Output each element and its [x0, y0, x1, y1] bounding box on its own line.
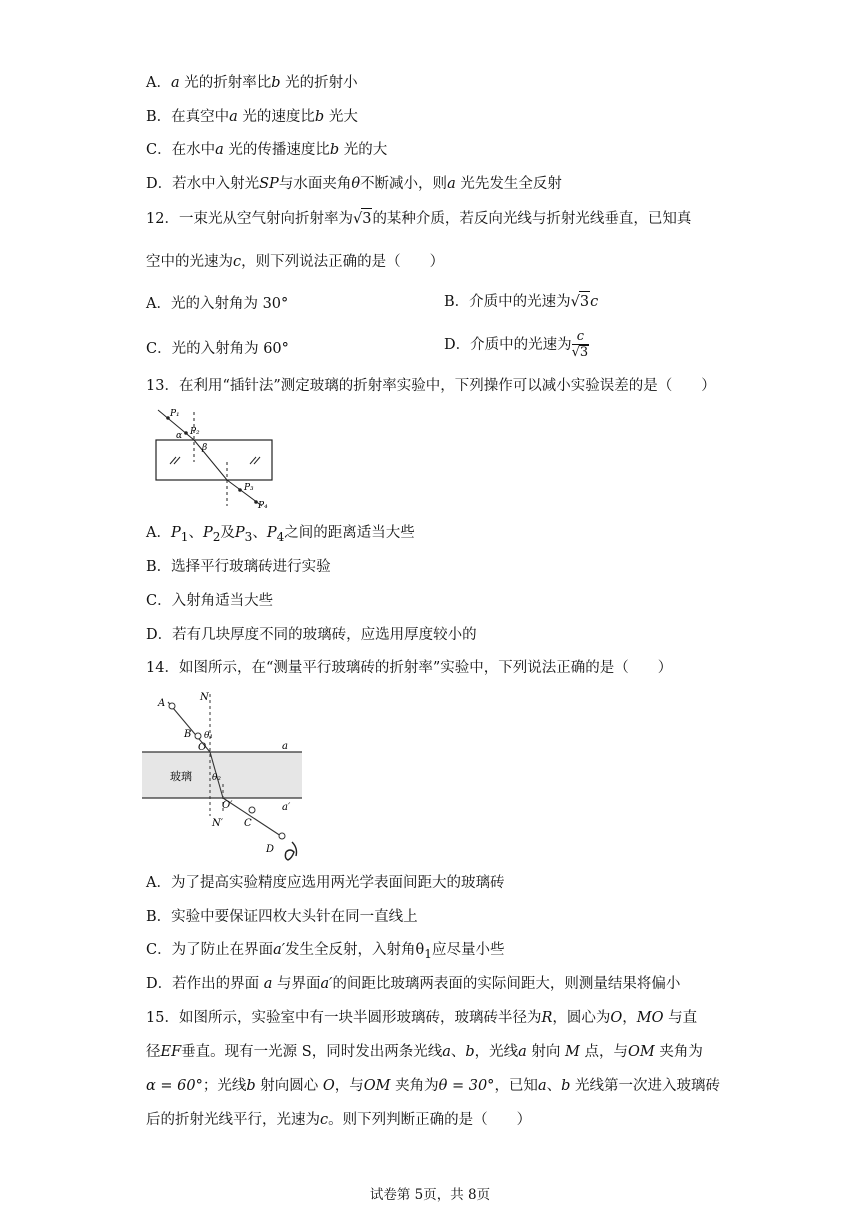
label-p3: P₃ — [244, 483, 254, 493]
q15-stem-line4: 后的折射光线平行，光速为c。则下列判断正确的是（ ） — [146, 1112, 532, 1128]
label-a-surface: a — [282, 741, 288, 752]
refracted-ray — [194, 440, 227, 480]
q12-option-c: C．光的入射角为 60° — [146, 341, 289, 357]
q11-option-d: D．若水中入射光SP与水面夹角θ不断减小，则a 光先发生全反射 — [146, 176, 562, 192]
q12-option-d: D．介质中的光速为 $\frac{c}{√3}$ — [444, 329, 589, 360]
label-theta1: θ₁ — [204, 731, 214, 741]
label-n: N — [200, 692, 209, 703]
q12-stem-line1: 12．一束光从空气射向折射率为√3的某种介质，若反向光线与折射光线垂直，已知真 — [146, 208, 691, 229]
q11-option-b: B．在真空中a 光的速度比b 光大 — [146, 109, 358, 125]
label-d-pin: D — [266, 844, 275, 855]
q14-option-a: A．为了提高实验精度应选用两光学表面间距大的玻璃砖 — [146, 875, 505, 891]
label-a-pin: A — [158, 698, 166, 709]
pin-d — [279, 833, 285, 839]
q13-option-b: B．选择平行玻璃砖进行实验 — [146, 559, 331, 575]
q14-figure — [142, 686, 312, 866]
label-p2: P₂ — [190, 427, 200, 437]
q15-stem-line3: α = 60°；光线b 射向圆心 O，与OM 夹角为θ = 30°，已知a、b 光线第一次进入玻璃砖 — [146, 1078, 720, 1094]
q13-figure — [150, 406, 280, 512]
q13-option-a: A．$P_1$、$P_2$及$P_3$、$P_4$之间的距离适当大些 — [146, 525, 415, 544]
pin-p3 — [238, 488, 242, 492]
pin-c — [249, 807, 255, 813]
q11-option-c: C．在水中a 光的传播速度比b 光的大 — [146, 142, 388, 158]
q14-option-c: C．为了防止在界面a′发生全反射，入射角$\theta_1$应尽量小些 — [146, 942, 505, 961]
label-b-pin: B — [184, 729, 192, 740]
pin-b — [195, 733, 201, 739]
q13-option-d: D．若有几块厚度不同的玻璃砖，应选用厚度较小的 — [146, 627, 477, 643]
q12-option-a: A．光的入射角为 30° — [146, 296, 289, 312]
pin-p2 — [184, 431, 188, 435]
label-a-prime-surface: a′ — [282, 802, 291, 813]
label-o: O — [198, 742, 207, 753]
q13-stem: 13．在利用“插针法”测定玻璃的折射率实验中，下列操作可以减小实验误差的是（ ） — [146, 378, 716, 394]
q14-option-b: B．实验中要保证四枚大头针在同一直线上 — [146, 909, 418, 925]
q14-stem: 14．如图所示，在“测量平行玻璃砖的折射率”实验中，下列说法正确的是（ ） — [146, 660, 673, 676]
label-p1: P₁ — [170, 409, 180, 419]
q11-option-a: A．a 光的折射率比b 光的折射小 — [146, 75, 358, 91]
glass-slab — [142, 752, 302, 798]
q15-stem-line2: 径EF垂直。现有一光源 S，同时发出两条光线a、b，光线a 射向 M 点，与OM 夹角为 — [146, 1044, 703, 1060]
label-alpha: α — [176, 431, 183, 441]
label-theta2: θ₂ — [212, 773, 222, 783]
label-n-prime: N′ — [212, 818, 224, 829]
eye-icon — [285, 842, 296, 860]
label-c-pin: C — [244, 818, 252, 829]
label-glass: 玻璃 — [170, 770, 192, 783]
q14-option-d: D．若作出的界面 a 与界面a′的间距比玻璃两表面的实际间距大，则测量结果将偏小 — [146, 976, 681, 992]
label-p4: P₄ — [258, 501, 268, 511]
page-footer: 试卷第 5页，共 8页 — [369, 1187, 491, 1203]
label-beta: β — [202, 443, 208, 453]
pin-a — [169, 703, 175, 709]
q13-option-c: C．入射角适当大些 — [146, 593, 274, 609]
q12-stem-line2: 空中的光速为c，则下列说法正确的是（ ） — [146, 254, 445, 270]
q12-option-b: B．介质中的光速为√3c — [444, 291, 598, 312]
q15-stem-line1: 15．如图所示，实验室中有一块半圆形玻璃砖，玻璃砖半径为R，圆心为O，MO 与直 — [146, 1010, 698, 1026]
label-o-prime: O′ — [222, 800, 233, 811]
